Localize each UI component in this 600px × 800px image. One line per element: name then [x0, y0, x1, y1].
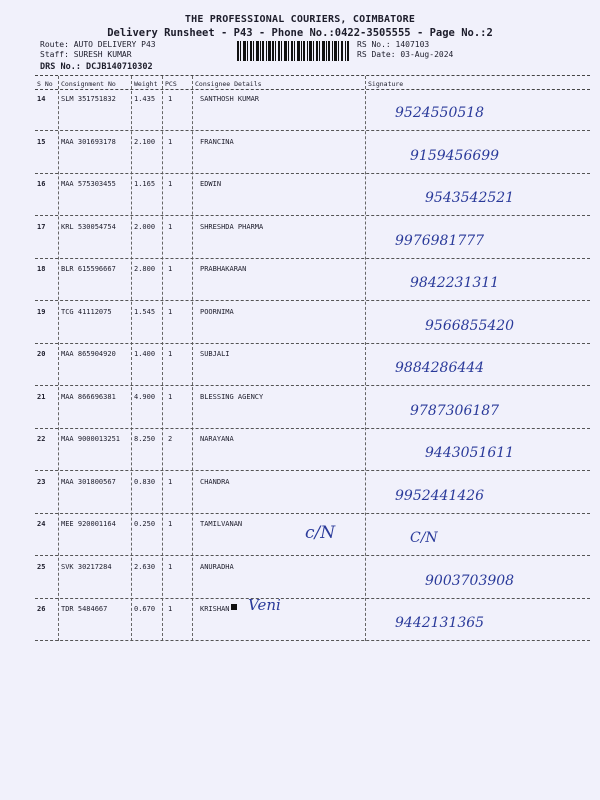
- row-separator: [35, 470, 590, 471]
- row-separator: [35, 300, 590, 301]
- row-sno: 22: [37, 435, 46, 443]
- drs-number: DRS No.: DCJB140710302: [40, 62, 153, 72]
- row-pcs: 2: [168, 435, 173, 443]
- signature-text: 9442131365: [395, 615, 485, 631]
- col-header-pcs: PCS: [165, 80, 177, 88]
- row-separator: [35, 640, 590, 641]
- row-consignment: MEE 920001164: [61, 520, 116, 528]
- row-weight: 1.435: [134, 95, 156, 103]
- row-consignee: EDWIN: [200, 180, 222, 188]
- row-pcs: 1: [168, 265, 173, 273]
- row-sno: 25: [37, 562, 46, 571]
- signature-text: 9976981777: [395, 232, 485, 249]
- row-weight: 8.250: [134, 435, 156, 443]
- col-divider: [365, 76, 366, 641]
- row-weight: 2.800: [134, 265, 156, 273]
- row-pcs: 1: [168, 350, 173, 358]
- page-title: THE PROFESSIONAL COURIERS, COIMBATORE: [184, 14, 416, 25]
- row-weight: 0.830: [134, 477, 156, 486]
- row-consignee: SUBJALI: [200, 350, 230, 358]
- row-sno: 21: [37, 392, 46, 401]
- row-consignment: MAA 865904920: [61, 350, 116, 358]
- row-sno: 19: [37, 307, 46, 316]
- row-consignee: POORNIMA: [200, 307, 234, 316]
- barcode: [237, 41, 349, 61]
- row-separator: [35, 215, 590, 216]
- row-sno: 23: [37, 477, 46, 486]
- col-divider: [58, 76, 59, 641]
- row-pcs: 1: [168, 222, 173, 231]
- row-pcs: 1: [168, 137, 173, 146]
- signature-text: 9159456699: [410, 147, 500, 164]
- staff-label: Staff: SURESH KUMAR: [40, 50, 132, 59]
- col-header-signature: Signature: [368, 80, 404, 88]
- row-consignment: MAA 301800567: [61, 477, 116, 486]
- row-sno: 16: [37, 180, 46, 188]
- col-header-consignee: Consignee Details: [195, 80, 262, 88]
- row-consignment: SVK 30217284: [61, 562, 112, 571]
- row-weight: 2.000: [134, 222, 156, 231]
- row-consignment: BLR 615596667: [61, 265, 116, 273]
- signature-text: 9543542521: [425, 190, 515, 206]
- signature-text: C/N: [410, 530, 438, 546]
- signature-text: 9952441426: [395, 487, 485, 504]
- rs-number: RS No.: 1407103: [357, 40, 430, 49]
- row-separator: [35, 385, 590, 386]
- row-separator: [35, 555, 590, 556]
- signature-text: 9566855420: [425, 317, 515, 334]
- row-pcs: 1: [168, 605, 173, 613]
- row-separator: [35, 598, 590, 599]
- row-consignment: MAA 575303455: [61, 180, 116, 188]
- row-consignee: KRISHAN: [200, 605, 230, 613]
- header-bottom-rule: [35, 89, 590, 90]
- row-separator: [35, 173, 590, 174]
- row-consignment: KRL 530054754: [61, 222, 116, 231]
- signature-text: 9524550518: [395, 105, 485, 121]
- row-pcs: 1: [168, 562, 173, 571]
- row-sno: 14: [37, 95, 46, 103]
- row-sno: 18: [37, 265, 46, 273]
- row-consignment: MAA 866696381: [61, 392, 116, 401]
- handwritten-note: c/N: [305, 523, 336, 543]
- col-divider: [192, 76, 193, 641]
- row-consignee: CHANDRA: [200, 477, 230, 486]
- signature-text: 9884286444: [395, 360, 485, 376]
- row-pcs: 1: [168, 95, 173, 103]
- route-label: Route: AUTO DELIVERY P43: [40, 40, 156, 49]
- col-divider: [131, 76, 132, 641]
- col-header-sno: S No: [37, 80, 53, 88]
- signature-text: 9443051611: [425, 445, 515, 461]
- row-consignee: NARAYANA: [200, 435, 234, 443]
- row-pcs: 1: [168, 180, 173, 188]
- row-weight: 0.250: [134, 520, 156, 528]
- row-pcs: 1: [168, 307, 173, 316]
- row-weight: 2.630: [134, 562, 156, 571]
- row-separator: [35, 130, 590, 131]
- row-weight: 1.400: [134, 350, 156, 358]
- row-consignment: SLM 351751832: [61, 95, 116, 103]
- row-weight: 2.100: [134, 137, 156, 146]
- row-consignee: ANURADHA: [200, 562, 234, 571]
- row-consignee: FRANCINA: [200, 137, 234, 146]
- row-sno: 24: [37, 520, 46, 528]
- row-consignee: BLESSING AGENCY: [200, 392, 264, 401]
- row-pcs: 1: [168, 477, 173, 486]
- row-pcs: 1: [168, 520, 173, 528]
- col-header-weight: Weight: [134, 80, 158, 88]
- row-consignment: TDR 5484667: [61, 605, 108, 613]
- runsheet-subtitle: Delivery Runsheet - P43 - Phone No.:0422-3505555 - Page No.:2: [107, 27, 493, 39]
- row-consignee: SANTHOSH KUMAR: [200, 95, 260, 103]
- row-sno: 17: [37, 222, 46, 231]
- row-consignment: MAA 9000013251: [61, 435, 121, 443]
- row-separator: [35, 258, 590, 259]
- row-consignment: TCG 41112075: [61, 307, 112, 316]
- ink-mark: [231, 604, 237, 610]
- row-consignment: MAA 301693178: [61, 137, 116, 146]
- row-separator: [35, 343, 590, 344]
- col-header-consignment: Consignment No: [61, 80, 116, 88]
- row-pcs: 1: [168, 392, 173, 401]
- table-top-rule: [35, 75, 590, 76]
- col-divider: [162, 76, 163, 641]
- signature-text: 9003703908: [425, 572, 515, 589]
- row-sno: 20: [37, 350, 46, 358]
- row-separator: [35, 513, 590, 514]
- signature-text: 9842231311: [410, 275, 500, 291]
- row-separator: [35, 428, 590, 429]
- row-sno: 15: [37, 137, 46, 146]
- signature-text: 9787306187: [410, 402, 500, 419]
- row-sno: 26: [37, 605, 46, 613]
- row-weight: 0.670: [134, 605, 156, 613]
- row-consignee: SHRESHDA PHARMA: [200, 222, 264, 231]
- row-weight: 4.900: [134, 392, 156, 401]
- row-weight: 1.545: [134, 307, 156, 316]
- rs-date: RS Date: 03-Aug-2024: [357, 50, 454, 59]
- handwritten-note: Veni: [248, 596, 281, 614]
- row-consignee: PRABHAKARAN: [200, 265, 247, 273]
- row-weight: 1.165: [134, 180, 156, 188]
- row-consignee: TAMILVANAN: [200, 520, 243, 528]
